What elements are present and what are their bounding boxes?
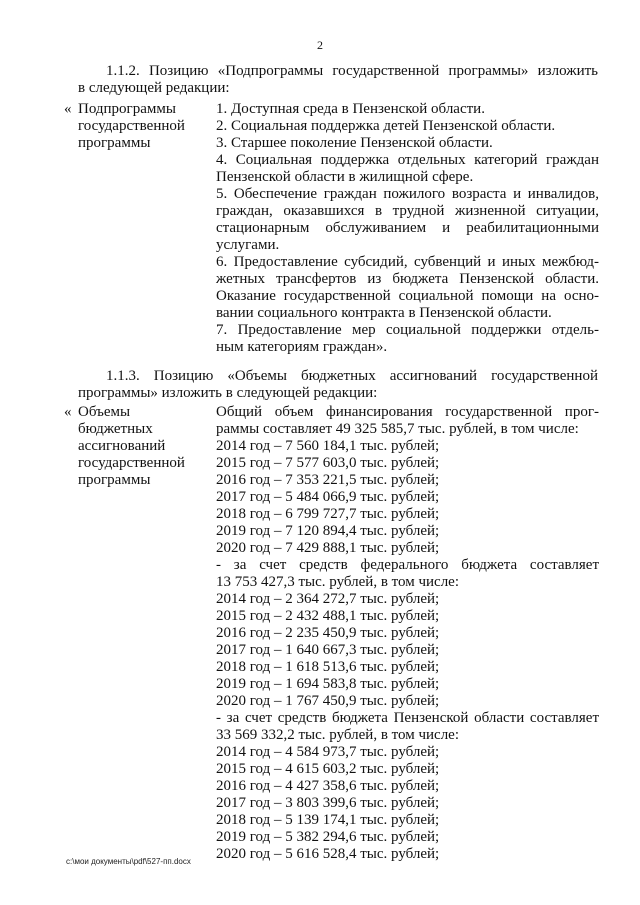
subprogram-item-line: 7. Предоставление мер социальной поддержки отдель- <box>216 322 599 338</box>
paragraph-line: в следующей редакции: <box>78 80 230 96</box>
paragraph-line: 1.1.3. Позицию «Объемы бюджетных ассигнований государственной <box>106 368 598 384</box>
regional-funding-text: - за счет средств бюджета Пензенской области составляет <box>216 710 599 726</box>
subprogram-item-line: граждан, оказавшихся в трудной жизненной ситуации, <box>216 203 599 219</box>
subprogram-item-line: 6. Предоставление субсидий, субвенций и иных межбюд- <box>216 254 599 270</box>
label-line: программы <box>78 135 151 151</box>
federal-year-row: 2016 год – 2 235 450,9 тыс. рублей; <box>216 625 440 641</box>
federal-year-row: 2020 год – 1 767 450,9 тыс. рублей; <box>216 693 440 709</box>
total-year-row: 2015 год – 7 577 603,0 тыс. рублей; <box>216 455 440 471</box>
subprogram-item-line: жетных трансфертов из бюджета Пензенской области. <box>216 271 599 287</box>
regional-year-row: 2015 год – 4 615 603,2 тыс. рублей; <box>216 761 440 777</box>
subprogram-item-line: 1. Доступная среда в Пензенской области. <box>216 101 485 117</box>
total-funding-text: Общий объем финансирования государственной прог- <box>216 404 599 420</box>
label-line: бюджетных <box>78 421 153 437</box>
opening-quote-mark: « <box>64 404 72 420</box>
federal-funding-text: 13 753 427,3 тыс. рублей, в том числе: <box>216 574 460 590</box>
label-line: программы <box>78 472 151 488</box>
regional-year-row: 2018 год – 5 139 174,1 тыс. рублей; <box>216 812 440 828</box>
total-year-row: 2018 год – 6 799 727,7 тыс. рублей; <box>216 506 440 522</box>
regional-year-row: 2020 год – 5 616 528,4 тыс. рублей; <box>216 846 440 862</box>
label-line: Объемы <box>78 404 131 420</box>
regional-year-row: 2017 год – 3 803 399,6 тыс. рублей; <box>216 795 440 811</box>
federal-year-row: 2015 год – 2 432 488,1 тыс. рублей; <box>216 608 440 624</box>
paragraph-line: 1.1.2. Позицию «Подпрограммы государственной программы» изложить <box>106 63 598 79</box>
total-year-row: 2020 год – 7 429 888,1 тыс. рублей; <box>216 540 440 556</box>
subprogram-item-line: Оказание государственной социальной помощи на осно- <box>216 288 599 304</box>
label-line: Подпрограммы <box>78 101 176 117</box>
subprogram-item-line: 4. Социальная поддержка отдельных категорий граждан <box>216 152 599 168</box>
subprogram-item-line: стационарным обслуживанием и реабилитационными <box>216 220 599 236</box>
budget-allocations <box>216 404 599 863</box>
federal-funding-text: - за счет средств федерального бюджета составляет <box>216 557 599 573</box>
paragraph-1-1-3 <box>78 368 598 402</box>
federal-year-row: 2019 год – 1 694 583,8 тыс. рублей; <box>216 676 440 692</box>
regional-year-row: 2019 год – 5 382 294,6 тыс. рублей; <box>216 829 440 845</box>
label-line: ассигнований <box>78 438 166 454</box>
total-year-row: 2019 год – 7 120 894,4 тыс. рублей; <box>216 523 440 539</box>
subprogram-item-line: 3. Старшее поколение Пензенской области. <box>216 135 493 151</box>
file-path-footer: c:\мои документы\pdf\527-пп.docx <box>66 857 191 866</box>
subprogram-item-line: вании социального контракта в Пензенской области. <box>216 305 552 321</box>
subprogram-item-line: ным категориям граждан». <box>216 339 388 355</box>
federal-year-row: 2014 год – 2 364 272,7 тыс. рублей; <box>216 591 440 607</box>
label-line: государственной <box>78 118 185 134</box>
total-funding-text: раммы составляет 49 325 585,7 тыс. рублей, в том числе: <box>216 421 579 437</box>
paragraph-line: программы» изложить в следующей редакции: <box>78 385 378 401</box>
total-year-row: 2016 год – 7 353 221,5 тыс. рублей; <box>216 472 440 488</box>
opening-quote-mark: « <box>64 101 72 117</box>
position-label-budget <box>78 404 213 489</box>
total-year-row: 2017 год – 5 484 066,9 тыс. рублей; <box>216 489 440 505</box>
regional-year-row: 2016 год – 4 427 358,6 тыс. рублей; <box>216 778 440 794</box>
subprogram-item-line: Пензенской области в жилищной сфере. <box>216 169 474 185</box>
federal-year-row: 2017 год – 1 640 667,3 тыс. рублей; <box>216 642 440 658</box>
regional-year-row: 2014 год – 4 584 973,7 тыс. рублей; <box>216 744 440 760</box>
subprograms-list <box>216 101 599 356</box>
total-year-row: 2014 год – 7 560 184,1 тыс. рублей; <box>216 438 440 454</box>
subprogram-item-line: 2. Социальная поддержка детей Пензенской области. <box>216 118 556 134</box>
subprogram-item-line: услугами. <box>216 237 280 253</box>
subprogram-item-line: 5. Обеспечение граждан пожилого возраста и инвалидов, <box>216 186 599 202</box>
regional-funding-text: 33 569 332,2 тыс. рублей, в том числе: <box>216 727 460 743</box>
federal-year-row: 2018 год – 1 618 513,6 тыс. рублей; <box>216 659 440 675</box>
paragraph-1-1-2 <box>78 63 598 97</box>
page-number: 2 <box>317 38 323 52</box>
label-line: государственной <box>78 455 185 471</box>
position-label-subprograms <box>78 101 213 152</box>
